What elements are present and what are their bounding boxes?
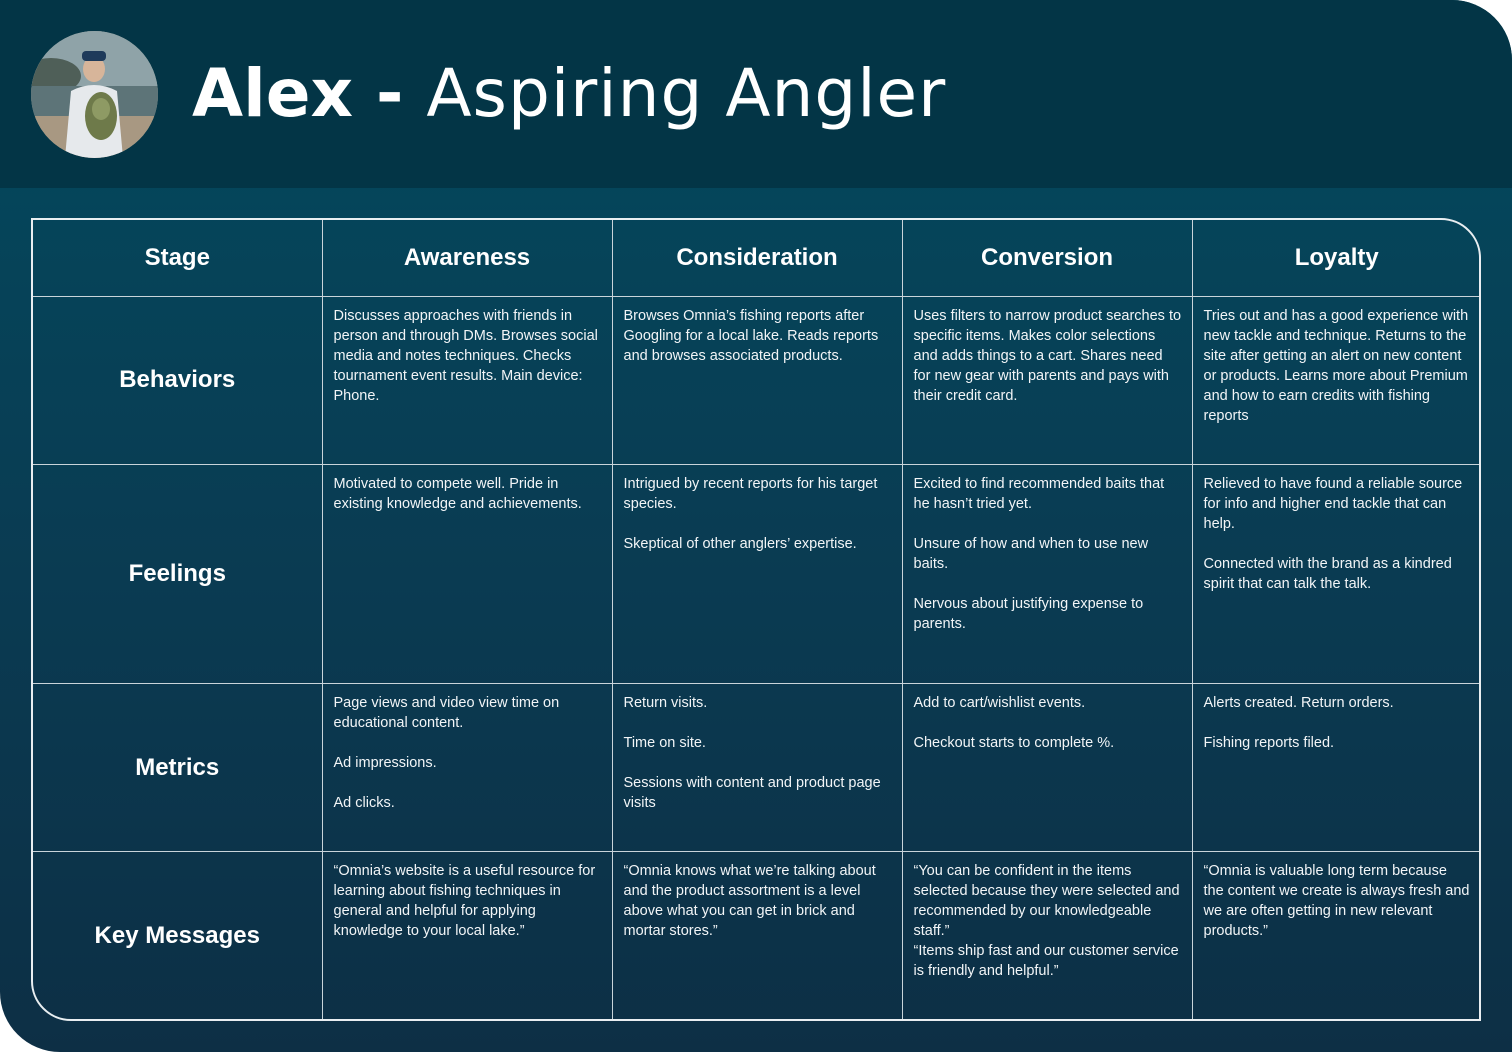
- header-loyalty: Loyalty: [1192, 220, 1481, 297]
- title-separator: -: [353, 55, 427, 132]
- table-cell: Alerts created. Return orders. Fishing reports filed.: [1192, 684, 1481, 852]
- persona-name: Alex: [192, 55, 354, 132]
- row-label-metrics: Metrics: [33, 684, 322, 852]
- persona-avatar: [31, 31, 158, 158]
- persona-header: [0, 0, 1512, 188]
- table-cell: “Omnia is valuable long term because the content we create is always fresh and we are often getting in new relevant products.”: [1192, 852, 1481, 1019]
- table-row: [33, 684, 1481, 852]
- row-label-key-messages: Key Messages: [33, 852, 322, 1019]
- table-cell: Return visits. Time on site. Sessions with content and product page visits: [612, 684, 902, 852]
- table-cell: Relieved to have found a reliable source for info and higher end tackle that can help. Connected with the brand as a kindred spirit that can talk the talk.: [1192, 464, 1481, 684]
- table-cell: Add to cart/wishlist events. Checkout starts to complete %.: [902, 684, 1192, 852]
- table-row: [33, 852, 1481, 1019]
- table-row: [33, 464, 1481, 684]
- header-row: [33, 220, 1481, 297]
- persona-title: [192, 52, 946, 136]
- angler-photo-icon: [31, 31, 158, 158]
- row-label-feelings: Feelings: [33, 464, 322, 684]
- table-cell: Tries out and has a good experience with new tackle and technique. Returns to the site after getting an alert on new content or products. Learns more about Premium and how to earn credits with fishing reports: [1192, 297, 1481, 465]
- table-cell: “Omnia’s website is a useful resource for learning about fishing techniques in general and helpful for applying knowledge to your local lake.”: [322, 852, 612, 1019]
- table-cell: Browses Omnia’s fishing reports after Googling for a local lake. Reads reports and browses associated products.: [612, 297, 902, 465]
- table-cell: “You can be confident in the items selected because they were selected and recommended by our knowledgeable staff.” “Items ship fast and our customer service is friendly and helpful.”: [902, 852, 1192, 1019]
- table-cell: Page views and video view time on educational content. Ad impressions. Ad clicks.: [322, 684, 612, 852]
- persona-role: Aspiring Angler: [426, 55, 947, 132]
- header-stage: Stage: [33, 220, 322, 297]
- table-cell: Excited to find recommended baits that he hasn’t tried yet. Unsure of how and when to use new baits. Nervous about justifying expense to parents.: [902, 464, 1192, 684]
- table-cell: Motivated to compete well. Pride in existing knowledge and achievements.: [322, 464, 612, 684]
- table-cell: Intrigued by recent reports for his target species. Skeptical of other anglers’ expertise.: [612, 464, 902, 684]
- table-cell: Discusses approaches with friends in person and through DMs. Browses social media and notes techniques. Checks tournament event results. Main device: Phone.: [322, 297, 612, 465]
- header-conversion: Conversion: [902, 220, 1192, 297]
- journey-table: [31, 218, 1481, 1021]
- header-awareness: Awareness: [322, 220, 612, 297]
- table-cell: Uses filters to narrow product searches to specific items. Makes color selections and adds things to a cart. Shares need for new gear with parents and pays with their credit card.: [902, 297, 1192, 465]
- row-label-behaviors: Behaviors: [33, 297, 322, 465]
- header-consideration: Consideration: [612, 220, 902, 297]
- table-row: [33, 297, 1481, 465]
- table-cell: “Omnia knows what we’re talking about and the product assortment is a level above what you can get in brick and mortar stores.”: [612, 852, 902, 1019]
